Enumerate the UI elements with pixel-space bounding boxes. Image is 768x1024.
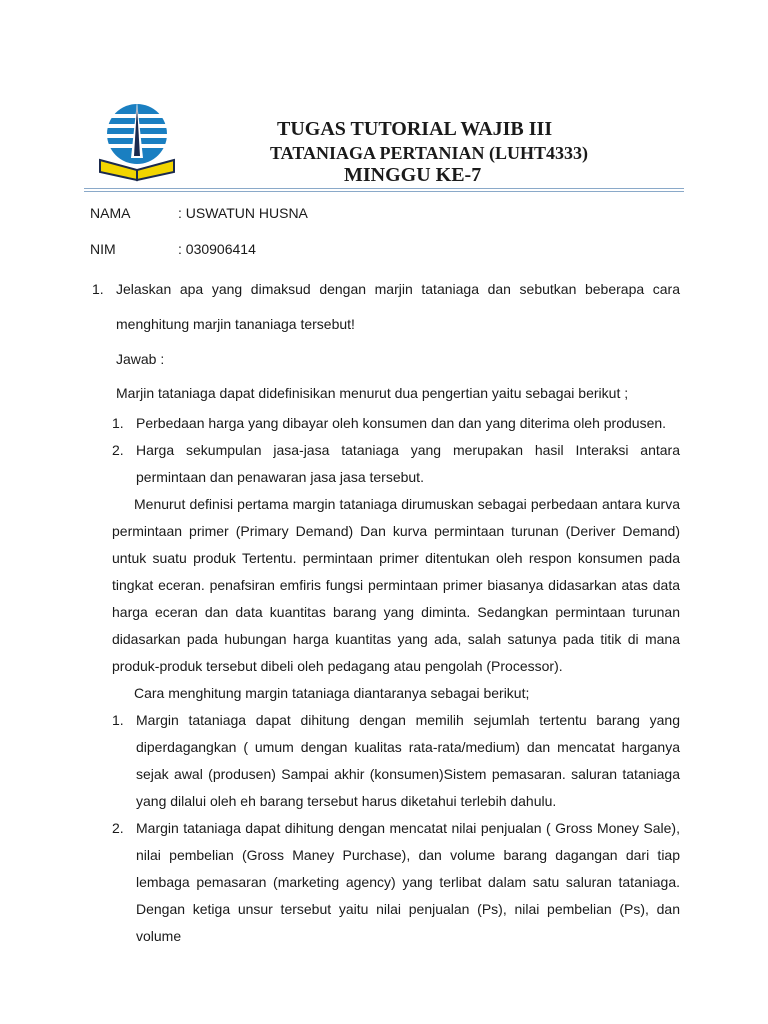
definition-item	[90, 437, 680, 491]
question	[90, 272, 680, 342]
name-row	[90, 200, 680, 236]
document-title: TUGAS TUTORIAL WAJIB III	[277, 118, 553, 140]
method-number: 1.	[112, 712, 124, 728]
name-label: NAMA	[90, 205, 131, 221]
method-item	[90, 815, 680, 950]
header-divider-secondary	[84, 191, 684, 192]
definition-paragraph: Menurut definisi pertama margin tataniaga dirumuskan sebagai perbedaan antara kurva permintaan primer (Primary Demand) Dan kurva permintaan turunan (Deriver Demand) untuk suatu produk Tertentu. permintaan primer ditentukan oleh respon konsumen pada tingkat eceran. penafsiran emfiris fungsi permintaan primer biasanya didasarkan atas data harga eceran dan data kuantitas barang yang diminta. Sedangkan permintaan turunan didasarkan pada hubungan harga kuantitas yang ada, salah satunya pada titik di mana produk-produk tersebut dibeli oleh pedagang atau pengolah (Processor).	[112, 496, 680, 674]
method-item	[90, 707, 680, 815]
university-emblem-icon	[96, 100, 178, 184]
definition-item	[90, 410, 680, 437]
question-text: Jelaskan apa yang dimaksud dengan marjin tataniaga dan sebutkan beberapa cara menghitung marjin tananiaga tersebut!	[116, 281, 680, 332]
header-divider	[84, 188, 684, 189]
methods-intro: Cara menghitung margin tataniaga diantaranya sebagai berikut;	[134, 685, 530, 701]
method-number: 2.	[112, 820, 124, 836]
definition-number: 1.	[112, 415, 124, 431]
week-title: MINGGU KE-7	[344, 164, 482, 186]
method-text: Margin tataniaga dapat dihitung dengan mencatat nilai penjualan ( Gross Money Sale), nilai pembelian (Gross Maney Purchase), dan volume barang dagangan dari tiap lembaga pemasaran (marketing agency) yang terlibat dalam satu saluran tataniaga. Dengan ketiga unsur tersebut yaitu nilai penjualan (Ps), nilai pembelian (Ps), dan volume	[136, 820, 680, 944]
definition-text: Perbedaan harga yang dibayar oleh konsumen dan dan yang diterima oleh produsen.	[136, 415, 667, 431]
document-body	[90, 200, 680, 950]
nim-row	[90, 236, 680, 272]
answer-intro: Marjin tataniaga dapat didefinisikan menurut dua pengertian yaitu sebagai berikut ;	[116, 385, 629, 401]
method-text: Margin tataniaga dapat dihitung dengan memilih sejumlah tertentu barang yang diperdagangkan ( umum dengan kualitas rata-rata/medium) dan mencatat harganya sejak awal (produsen) Sampai akhir (konsumen)Sistem pemasaran. saluran tataniaga yang dilalui oleh eh barang tersebut harus diketahui terlebih dahulu.	[136, 712, 680, 809]
definition-text: Harga sekumpulan jasa-jasa tataniaga yang merupakan hasil Interaksi antara permintaan dan penawaran jasa jasa tersebut.	[136, 442, 680, 485]
nim-label: NIM	[90, 241, 116, 257]
course-title: TATANIAGA PERTANIAN (LUHT4333)	[270, 143, 589, 163]
university-logo	[96, 100, 178, 184]
nim-value: : 030906414	[178, 241, 256, 257]
question-number: 1.	[92, 281, 104, 297]
name-value: : USWATUN HUSNA	[178, 205, 308, 221]
definition-number: 2.	[112, 442, 124, 458]
answer-label: Jawab :	[116, 351, 165, 367]
